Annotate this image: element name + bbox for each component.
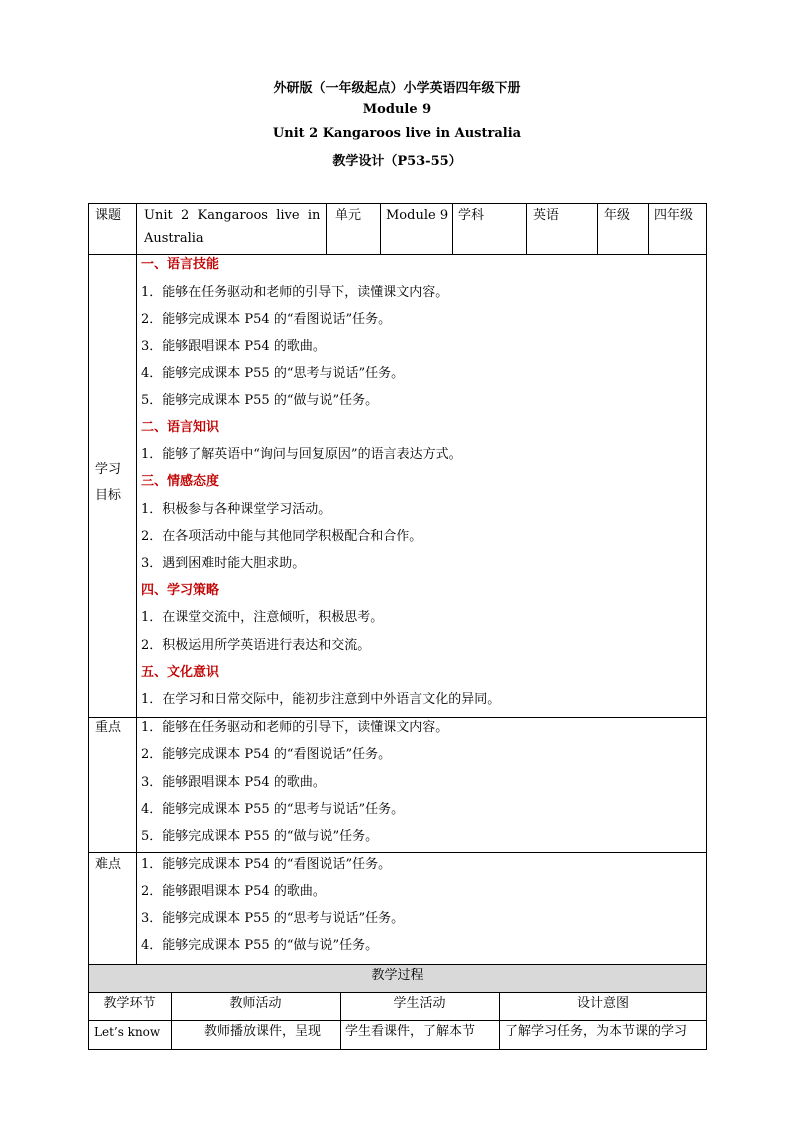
objectives-label-2: 目标: [95, 488, 122, 503]
topic-value-line2: Australia: [144, 231, 204, 246]
list-item: 1．能够在任务驱动和老师的引导下，读懂课文内容。: [141, 285, 449, 300]
list-item: 1．积极参与各种课堂学习活动。: [141, 502, 332, 517]
section-heading: 三、情感态度: [141, 474, 220, 489]
process-cell: 教师播放课件，呈现: [204, 1024, 322, 1039]
list-item: 4．能够完成课本 P55 的“思考与说话”任务。: [141, 366, 405, 381]
process-col-header: 教学环节: [103, 996, 156, 1011]
process-col-header: 教师活动: [229, 996, 282, 1011]
list-item: 1．在学习和日常交际中，能初步注意到中外语言文化的异同。: [141, 692, 501, 707]
objectives-label-1: 学习: [95, 462, 122, 477]
list-item: 1．在课堂交流中，注意倾听，积极思考。: [141, 610, 384, 625]
list-item: 3．遇到困难时能大胆求助。: [141, 556, 306, 571]
list-item: 1．能够在任务驱动和老师的引导下，读懂课文内容。: [141, 720, 449, 735]
section-heading: 四、学习策略: [141, 583, 220, 598]
list-item: 1．能够完成课本 P54 的“看图说话”任务。: [141, 857, 392, 872]
list-item: 2．能够跟唱课本 P54 的歌曲。: [141, 884, 326, 899]
list-item: 3．能够完成课本 P55 的“思考与说话”任务。: [141, 911, 405, 926]
list-item: 1．能够了解英语中“询问与回复原因”的语言表达方式。: [141, 447, 462, 462]
unit-title: Unit 2 Kangaroos live in Australia: [272, 126, 522, 141]
process-cell: Let’s know: [94, 1025, 161, 1039]
list-item: 4．能够完成课本 P55 的“思考与说话”任务。: [141, 802, 405, 817]
list-item: 2．积极运用所学英语进行表达和交流。: [141, 638, 371, 653]
difficulties-label: 难点: [95, 857, 122, 872]
key-points-label: 重点: [95, 720, 122, 735]
list-item: 2．在各项活动中能与其他同学积极配合和合作。: [141, 529, 423, 544]
process-title: 教学过程: [371, 968, 424, 983]
list-item: 4．能够完成课本 P55 的“做与说”任务。: [141, 938, 379, 953]
process-cell: 了解学习任务，为本节课的学习: [505, 1024, 688, 1039]
process-col-header: 设计意图: [576, 996, 629, 1011]
grade-value: 四年级: [654, 208, 694, 223]
doc-title: 外研版（一年级起点）小学英语四年级下册: [273, 81, 521, 96]
subject-label: 学科: [458, 208, 485, 223]
list-item: 3．能够跟唱课本 P54 的歌曲。: [141, 339, 326, 354]
section-heading: 五、文化意识: [141, 665, 220, 680]
section-heading: 一、语言技能: [141, 257, 220, 272]
list-item: 2．能够完成课本 P54 的“看图说话”任务。: [141, 312, 392, 327]
grade-label: 年级: [604, 208, 631, 223]
design-title: 教学设计（P53-55）: [332, 154, 462, 169]
section-heading: 二、语言知识: [141, 420, 220, 435]
list-item: 2．能够完成课本 P54 的“看图说话”任务。: [141, 747, 392, 762]
list-item: 3．能够跟唱课本 P54 的歌曲。: [141, 775, 326, 790]
subject-value: 英语: [533, 208, 560, 223]
process-col-header: 学生活动: [393, 996, 446, 1011]
topic-value-line1: Unit 2 Kangaroos live in: [144, 208, 321, 223]
unit-label: 单元: [335, 208, 362, 223]
list-item: 5．能够完成课本 P55 的“做与说”任务。: [141, 829, 379, 844]
list-item: 5．能够完成课本 P55 的“做与说”任务。: [141, 393, 379, 408]
unit-value: Module 9: [386, 208, 449, 223]
process-cell: 学生看课件，了解本节: [345, 1024, 476, 1039]
module-title: Module 9: [362, 102, 432, 117]
topic-label: 课题: [95, 208, 122, 223]
